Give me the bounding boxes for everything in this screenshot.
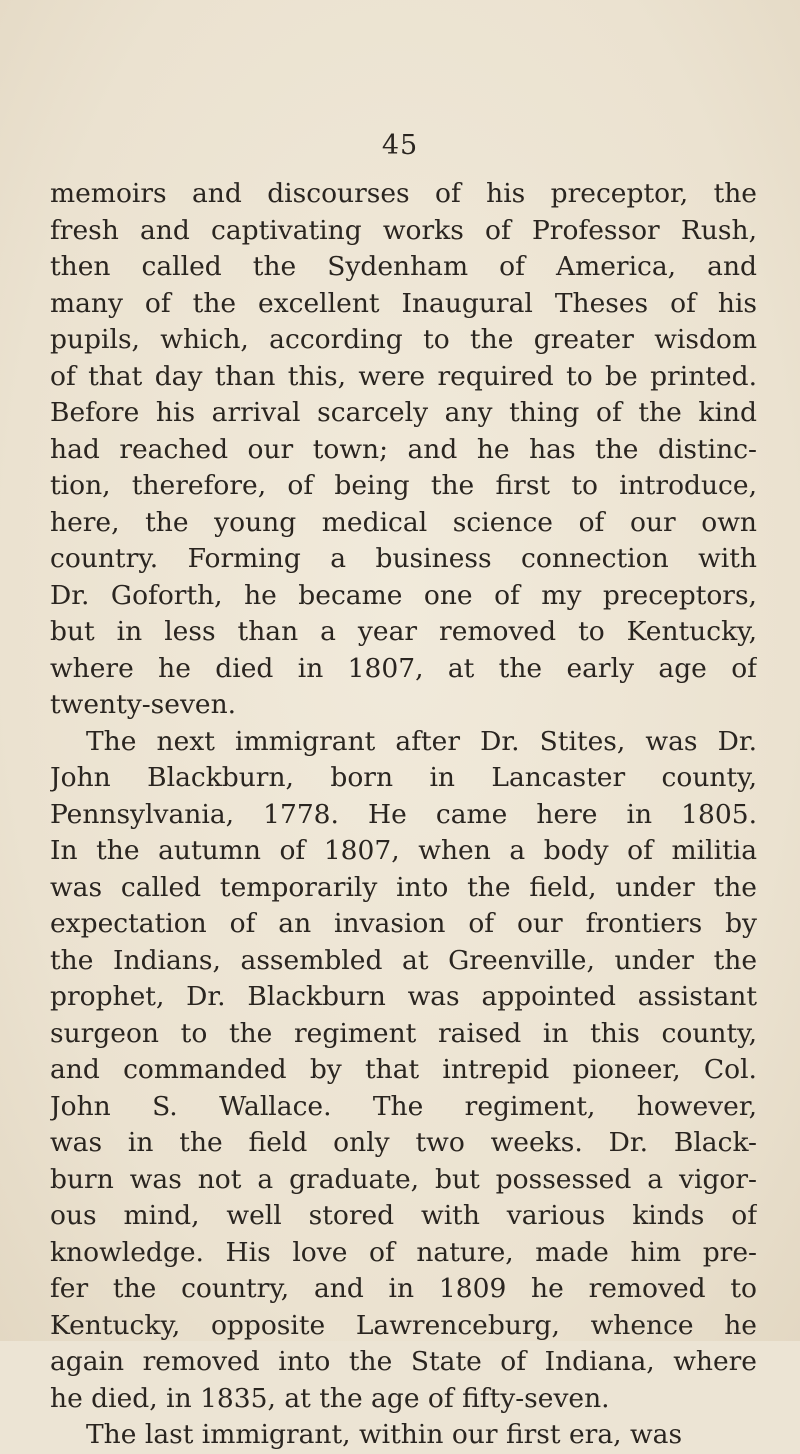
text-line: was in the field only two weeks. Dr. Black- — [50, 1127, 757, 1158]
text-line: Kentucky, opposite Lawrenceburg, whence he — [50, 1309, 757, 1341]
text-line: In the autumn of 1807, when a body of militia — [50, 835, 757, 866]
text-line: fer the country, and in 1809 he removed to — [50, 1273, 757, 1304]
text-line: where he died in 1807, at the early age of — [50, 652, 757, 684]
text-line: here, the young medical science of our own — [50, 506, 757, 538]
text-line: Dr. Goforth, he became one of my preceptors, — [50, 579, 757, 611]
text-line: again removed into the State of Indiana, where — [50, 1346, 757, 1377]
text-line: prophet, Dr. Blackburn was appointed assistant — [50, 981, 757, 1012]
text-line: then called the Sydenham of America, and — [50, 251, 757, 282]
text-line: he died, in 1835, at the age of fifty-seven. — [50, 1382, 610, 1414]
text-line: memoirs and discourses of his preceptor, the — [50, 178, 757, 209]
text-line: but in less than a year removed to Kentucky, — [50, 616, 757, 647]
body-text — [50, 176, 757, 1454]
text-line: country. Forming a business connection with — [50, 543, 757, 574]
text-line: fresh and captivating works of Professor Rush, — [50, 214, 757, 246]
text-line: Before his arrival scarcely any thing of the kind — [50, 397, 757, 428]
text-line: and commanded by that intrepid pioneer, Col. — [50, 1054, 757, 1085]
text-line: knowledge. His love of nature, made him pre- — [50, 1236, 757, 1268]
text-line: John Blackburn, born in Lancaster county, — [50, 762, 757, 793]
text-line: twenty-seven. — [50, 689, 237, 720]
text-line: expectation of an invasion of our frontiers by — [50, 908, 757, 939]
text-line: burn was not a graduate, but possessed a vigor- — [50, 1163, 757, 1195]
text-line: pupils, which, according to the greater wisdom — [50, 324, 757, 355]
text-line: The next immigrant after Dr. Stites, was Dr. — [86, 725, 757, 757]
text-line: Pennsylvania, 1778. He came here in 1805. — [50, 798, 757, 830]
page-number: 45 — [381, 130, 419, 161]
text-line: had reached our town; and he has the distinc- — [50, 433, 757, 465]
text-line: many of the excellent Inaugural Theses of his — [50, 287, 757, 319]
text-line: tion, therefore, of being the first to introduce, — [50, 470, 757, 501]
text-line: John S. Wallace. The regiment, however, — [50, 1090, 757, 1122]
text-line: the Indians, assembled at Greenville, under the — [50, 944, 757, 976]
text-line: surgeon to the regiment raised in this county, — [50, 1017, 757, 1049]
text-line: was called temporarily into the field, under the — [50, 871, 757, 903]
text-line: ous mind, well stored with various kinds of — [50, 1200, 757, 1231]
text-line: of that day than this, were required to be printed. — [50, 360, 757, 392]
text-line: The last immigrant, within our first era, was — [86, 1419, 683, 1450]
